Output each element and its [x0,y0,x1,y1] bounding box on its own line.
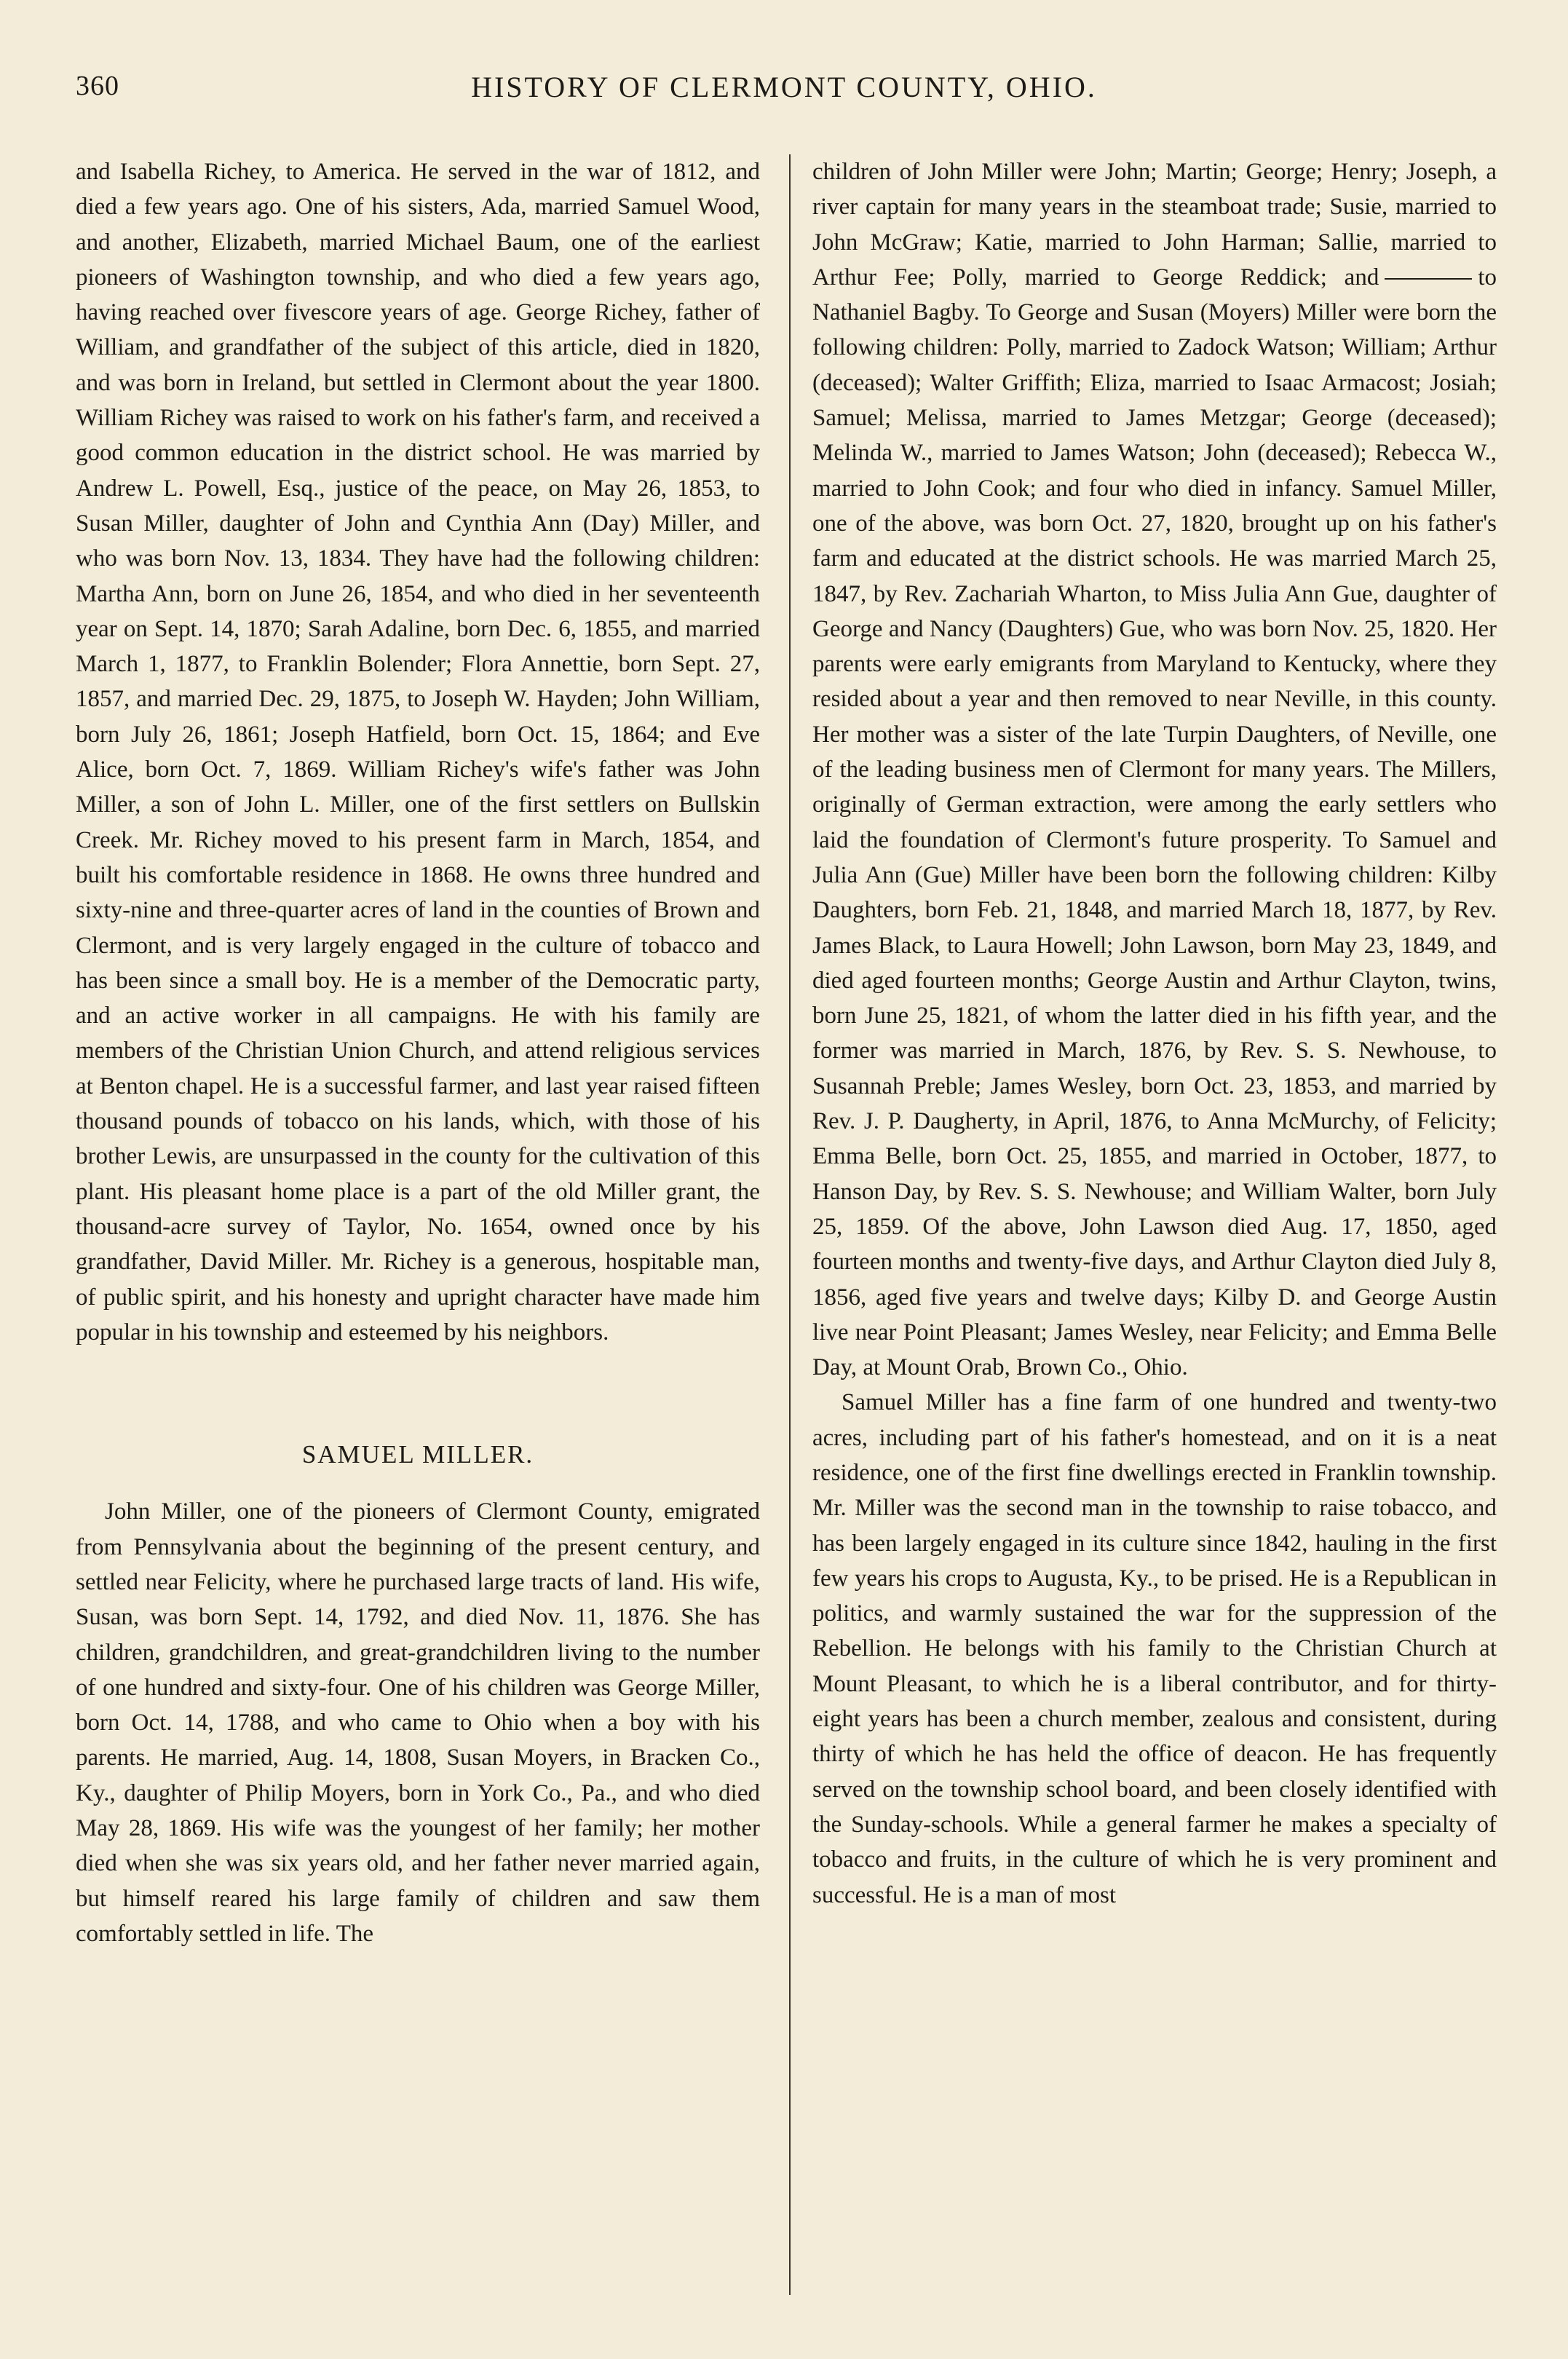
page-header [76,70,1492,116]
blank-name-dash [1385,278,1472,280]
family-text-after-blank: to Nathaniel Bagby. To George and Susan (Moyers) Miller were born the following children: Polly, married to Zadock Watson; William; Arthur (deceased); Walter Griffith; Eliza, married to Isaac Armacost; Josiah; Samuel; Melissa, married to James Metzgar; George (deceased); Melinda W., married to James Watson; John (deceased); Rebecca W., married to John Cook; and four who died in infancy. Samuel Miller, one of the above, was born Oct. 27, 1820, brought up on his father's farm and educated at the district schools. He was married March 25, 1847, by Rev. Zachariah Wharton, to Miss Julia Ann Gue, daughter of George and Nancy (Daughters) Gue, who was born Nov. 25, 1820. Her parents were early emigrants from Maryland to Kentucky, where they resided about a year and then removed to near Neville, in this county. Her mother was a sister of the late Turpin Daughters, of Neville, one of the leading business men of Clermont for many years. The Millers, originally of German extraction, were among the early settlers who laid the foundation of Clermont's future prosperity. To Samuel and Julia Ann (Gue) Miller have been born the following children: Kilby Daughters, born Feb. 21, 1848, and married March 18, 1877, by Rev. James Black, to Laura Howell; John Lawson, born May 23, 1849, and died aged fourteen months; George Austin and Arthur Clayton, twins, born June 25, 1821, of whom the latter died in his fifth year, and the former was married in March, 1876, by Rev. S. S. Newhouse, to Susannah Preble; James Wesley, born Oct. 23, 1853, and married by Rev. J. P. Daugherty, in April, 1876, to Anna McMurchy, of Felicity; Emma Belle, born Oct. 25, 1855, and married in October, 1877, to Hanson Day, by Rev. S. S. Newhouse; and William Walter, born July 25, 1859. Of the above, John Lawson died Aug. 17, 1850, aged fourteen months and twenty-five days, and Arthur Clayton died July 8, 1856, aged five years and twelve days; Kilby D. and George Austin live near Point Pleasant; James Wesley, near Felicity; and Emma Belle Day, at Mount Orab, Brown Co., Ohio. [812,264,1497,1381]
miller-family-paragraph [812,154,1497,1385]
miller-intro-paragraph: John Miller, one of the pioneers of Clermont County, emigrated from Pennsylvania about the beginning of the present century, and settled near Felicity, where he purchased large tracts of land. His wife, Susan, was born Sept. 14, 1792, and died Nov. 11, 1876. She has children, grandchildren, and great-grandchildren living to the number of one hundred and sixty-four. One of his children was George Miller, born Oct. 14, 1788, and who came to Ohio when a boy with his parents. He married, Aug. 14, 1808, Susan Moyers, in Bracken Co., Ky., daughter of Philip Moyers, born in York Co., Pa., and who died May 28, 1869. His wife was the youngest of her family; her mother died when she was six years old, and her father never married again, but himself reared his large family of children and saw them comfortably settled in life. The [76,1498,760,1947]
column-divider [789,154,791,2295]
page-number: 360 [76,71,119,101]
miller-farm-paragraph: Samuel Miller has a fine farm of one hundred and twenty-two acres, including part of his father's homestead, and on it is a neat residence, one of the first fine dwellings erected in Franklin township. Mr. Miller was the second man in the township to raise tobacco, and has been largely engaged in its culture since 1842, hauling in the first few years his crops to Augusta, Ky., to be prised. He is a Republican in politics, and warmly sustained the war for the suppression of the Rebellion. He belongs with his family to the Christian Church at Mount Pleasant, to which he is a liberal contributor, and for thirty-eight years has been a church member, zealous and consistent, during thirty of which he has held the office of deacon. He has frequently served on the township school board, and been closely identified with the Sunday-schools. While a general farmer he makes a specialty of tobacco and fruits, in the culture of which he is very prominent and successful. He is a man of most [812,1389,1497,1908]
section-heading-samuel-miller: SAMUEL MILLER. [301,1440,534,1469]
family-text-before-blank: children of John Miller were John; Martin; George; Henry; Joseph, a river captain for many years in the steamboat trade; Susie, married to John McGraw; Katie, married to John Harman; Sallie, married to Arthur Fee; Polly, married to George Reddick; and [812,159,1497,291]
left-column [76,154,760,1951]
right-column [812,154,1497,1913]
running-title: HISTORY OF CLERMONT COUNTY, OHIO. [471,71,1097,103]
richey-biography-paragraph: and Isabella Richey, to America. He served in the war of 1812, and died a few years ago. One of his sisters, Ada, married Samuel Wood, and another, Elizabeth, married Michael Baum, one of the earliest pioneers of Washington township, and who died a few years ago, having reached over fivescore years of age. George Richey, father of William, and grandfather of the subject of this article, died in 1820, and was born in Ireland, but settled in Clermont about the year 1800. William Richey was raised to work on his father's farm, and received a good common education in the district school. He was married by Andrew L. Powell, Esq., justice of the peace, on May 26, 1853, to Susan Miller, daughter of John and Cynthia Ann (Day) Miller, and who was born Nov. 13, 1834. They have had the following children: Martha Ann, born on June 26, 1854, and who died in her seventeenth year on Sept. 14, 1870; Sarah Adaline, born Dec. 6, 1855, and married March 1, 1877, to Franklin Bolender; Flora Annettie, born Sept. 27, 1857, and married Dec. 29, 1875, to Joseph W. Hayden; John William, born July 26, 1861; Joseph Hatfield, born Oct. 15, 1864; and Eve Alice, born Oct. 7, 1869. William Richey's wife's father was John Miller, a son of John L. Miller, one of the first settlers on Bullskin Creek. Mr. Richey moved to his present farm in March, 1854, and built his comfortable residence in 1868. He owns three hundred and sixty-nine and three-quarter acres of land in the counties of Brown and Clermont, and is very largely engaged in the culture of tobacco and has been since a small boy. He is a member of the Democratic party, and an active worker in all campaigns. He with his family are members of the Christian Union Church, and attend religious services at Benton chapel. He is a successful farmer, and last year raised fifteen thousand pounds of tobacco on his lands, which, with those of his brother Lewis, are unsurpassed in the county for the cultivation of this plant. His pleasant home place is a part of the old Miller grant, the thousand-acre survey of Taylor, No. 1654, owned once by his grandfather, David Miller. Mr. Richey is a generous, hospitable man, of public spirit, and his honesty and upright character have made him popular in his township and esteemed by his neighbors. [76,159,760,1346]
